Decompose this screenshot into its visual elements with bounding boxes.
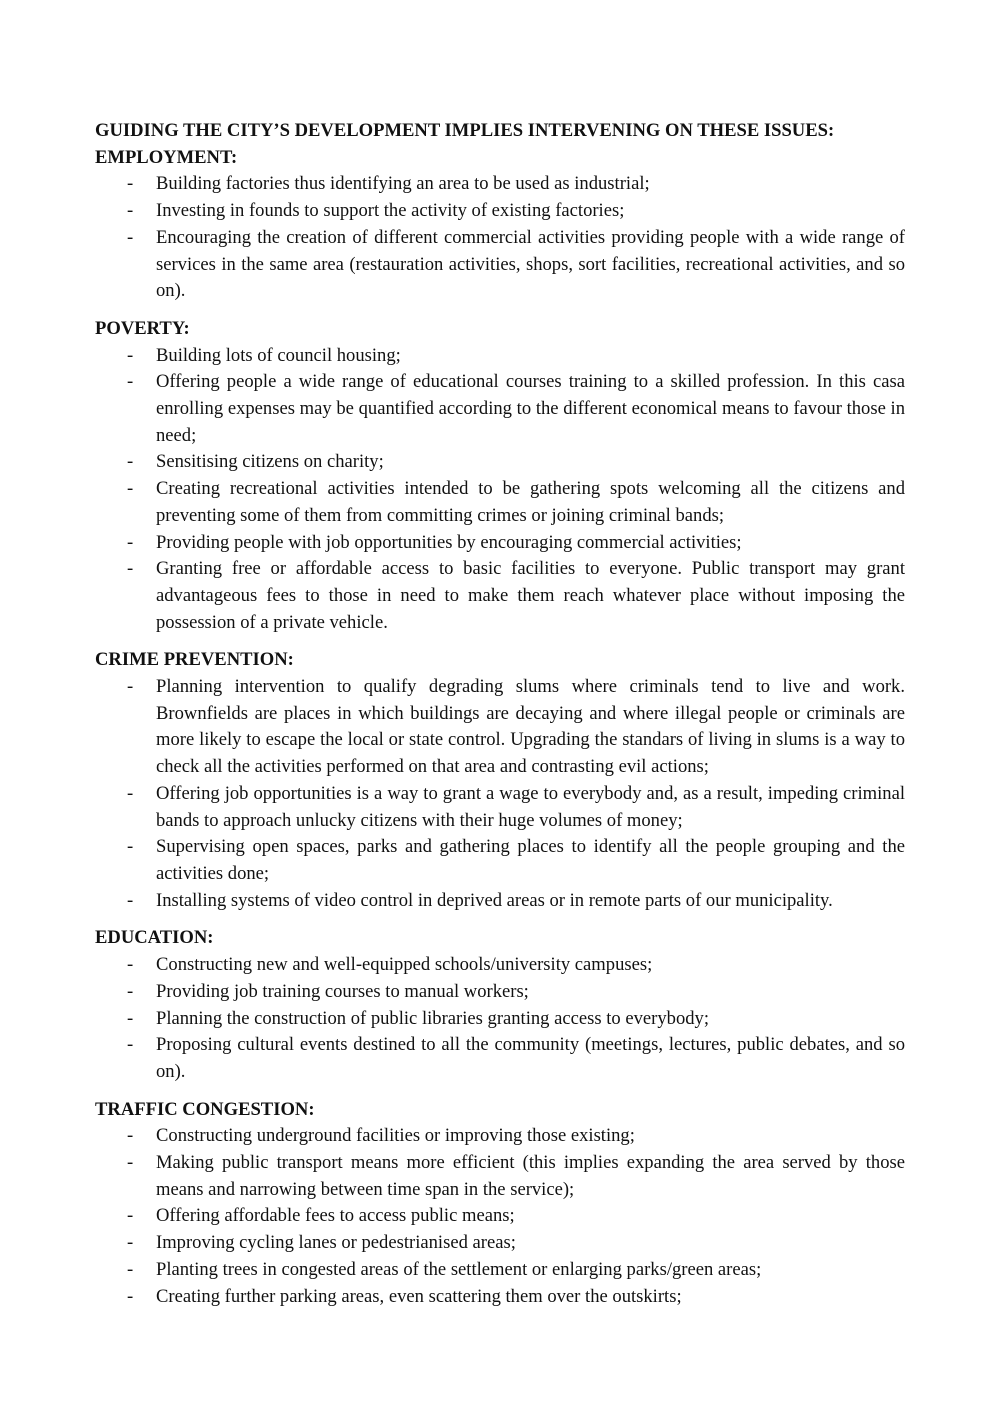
bullet-item	[95, 556, 905, 636]
bullet-dash: -	[127, 531, 134, 553]
bullet-text: Building lots of council housing;	[156, 344, 401, 366]
bullet-list	[95, 343, 905, 637]
bullet-dash: -	[127, 1232, 134, 1254]
bullet-text: Granting free or affordable access to basic facilities to everyone. Public transport may grant advantageous fees to those in need to make them reach whatever place without imposing the possession of a private vehicle.	[156, 558, 905, 633]
bullet-list	[95, 674, 905, 914]
bullet-text: Constructing underground facilities or improving those existing;	[156, 1125, 635, 1147]
bullet-dash: -	[127, 226, 134, 248]
bullet-text: Creating recreational activities intended to be gathering spots welcoming all the citizens and preventing some of them from committing crimes or joining criminal bands;	[156, 478, 905, 526]
bullet-text: Planting trees in congested areas of the settlement or enlarging parks/green areas;	[156, 1258, 762, 1280]
bullet-item	[95, 1230, 905, 1257]
bullet-item	[95, 225, 905, 305]
bullet-dash: -	[127, 1007, 134, 1029]
section-heading: TRAFFIC CONGESTION:	[95, 1098, 315, 1120]
bullet-item	[95, 449, 905, 476]
bullet-text: Improving cycling lanes or pedestrianised areas;	[156, 1232, 516, 1254]
bullet-list	[95, 171, 905, 305]
bullet-dash: -	[127, 980, 134, 1002]
bullet-text: Offering people a wide range of educational courses training to a skilled profession. In this casa enrolling expenses may be quantified according to the different economical means to favour those in need;	[156, 371, 905, 446]
bullet-text: Providing people with job opportunities by encouraging commercial activities;	[156, 531, 742, 553]
bullet-text: Providing job training courses to manual workers;	[156, 980, 529, 1002]
bullet-dash: -	[127, 1258, 134, 1280]
section-heading: EMPLOYMENT:	[95, 146, 238, 168]
bullet-dash: -	[127, 371, 134, 393]
bullet-text: Planning the construction of public libraries granting access to everybody;	[156, 1007, 710, 1029]
bullet-dash: -	[127, 478, 134, 500]
bullet-dash: -	[127, 1125, 134, 1147]
bullet-item	[95, 1006, 905, 1033]
bullet-dash: -	[127, 173, 134, 195]
bullet-item	[95, 1032, 905, 1085]
bullet-dash: -	[127, 200, 134, 222]
section-employment	[95, 145, 905, 305]
bullet-item	[95, 369, 905, 449]
bullet-dash: -	[127, 954, 134, 976]
bullet-text: Supervising open spaces, parks and gathering places to identify all the people grouping and the activities done;	[156, 836, 905, 884]
bullet-text: Offering affordable fees to access public means;	[156, 1205, 515, 1227]
bullet-item	[95, 343, 905, 370]
bullet-item	[95, 674, 905, 781]
bullet-item	[95, 979, 905, 1006]
bullet-text: Investing in founds to support the activity of existing factories;	[156, 200, 625, 222]
bullet-item	[95, 171, 905, 198]
bullet-dash: -	[127, 558, 134, 580]
bullet-dash: -	[127, 1152, 134, 1174]
bullet-text: Creating further parking areas, even scattering them over the outskirts;	[156, 1285, 682, 1307]
document-title: GUIDING THE CITY’S DEVELOPMENT IMPLIES INTERVENING ON THESE ISSUES:	[95, 120, 835, 141]
bullet-dash: -	[127, 1285, 134, 1307]
section-heading: CRIME PREVENTION:	[95, 649, 294, 671]
bullet-dash: -	[127, 451, 134, 473]
bullet-text: Proposing cultural events destined to all the community (meetings, lectures, public debates, and so on).	[156, 1034, 905, 1082]
bullet-dash: -	[127, 1034, 134, 1056]
bullet-item	[95, 1284, 905, 1311]
bullet-text: Offering job opportunities is a way to grant a wage to everybody and, as a result, impeding criminal bands to approach unlucky citizens with their huge volumes of money;	[156, 782, 905, 831]
bullet-text: Planning intervention to qualify degrading slums where criminals tend to live and work. Brownfields are places in which buildings are decaying and where illegal people or criminals are more likely to escape the local or state control. Upgrading the standars of living in slums is a way to check all the activities performed on that area and contrasting evil actions;	[156, 676, 905, 778]
bullet-dash: -	[127, 782, 134, 804]
bullet-item	[95, 530, 905, 557]
bullet-item	[95, 1257, 905, 1284]
bullet-item	[95, 1123, 905, 1150]
bullet-text: Installing systems of video control in deprived areas or in remote parts of our municipality.	[156, 889, 833, 911]
section-heading: POVERTY:	[95, 317, 190, 339]
bullet-item	[95, 198, 905, 225]
section-traffic-congestion	[95, 1097, 905, 1311]
sections-container	[95, 145, 905, 1311]
bullet-item	[95, 1203, 905, 1230]
bullet-dash: -	[127, 344, 134, 366]
bullet-list	[95, 1123, 905, 1310]
document-page	[95, 118, 905, 1310]
bullet-text: Constructing new and well-equipped schools/university campuses;	[156, 954, 653, 976]
bullet-text: Sensitising citizens on charity;	[156, 451, 384, 473]
bullet-item	[95, 1150, 905, 1203]
section-poverty	[95, 316, 905, 636]
bullet-list	[95, 952, 905, 1086]
section-heading: EDUCATION:	[95, 927, 214, 949]
bullet-dash: -	[127, 676, 134, 698]
bullet-item	[95, 476, 905, 529]
bullet-item	[95, 888, 905, 915]
bullet-dash: -	[127, 1205, 134, 1227]
bullet-item	[95, 834, 905, 887]
bullet-dash: -	[127, 836, 134, 858]
section-education	[95, 925, 905, 1085]
bullet-text: Making public transport means more efficient (this implies expanding the area served by those means and narrowing between time span in the service);	[156, 1152, 905, 1200]
bullet-item	[95, 952, 905, 979]
bullet-text: Building factories thus identifying an area to be used as industrial;	[156, 173, 650, 195]
bullet-text: Encouraging the creation of different commercial activities providing people with a wide range of services in the same area (restauration activities, shops, sort facilities, recreational activities, and so on).	[156, 226, 905, 302]
bullet-dash: -	[127, 889, 134, 911]
bullet-item	[95, 781, 905, 834]
section-crime-prevention	[95, 647, 905, 914]
